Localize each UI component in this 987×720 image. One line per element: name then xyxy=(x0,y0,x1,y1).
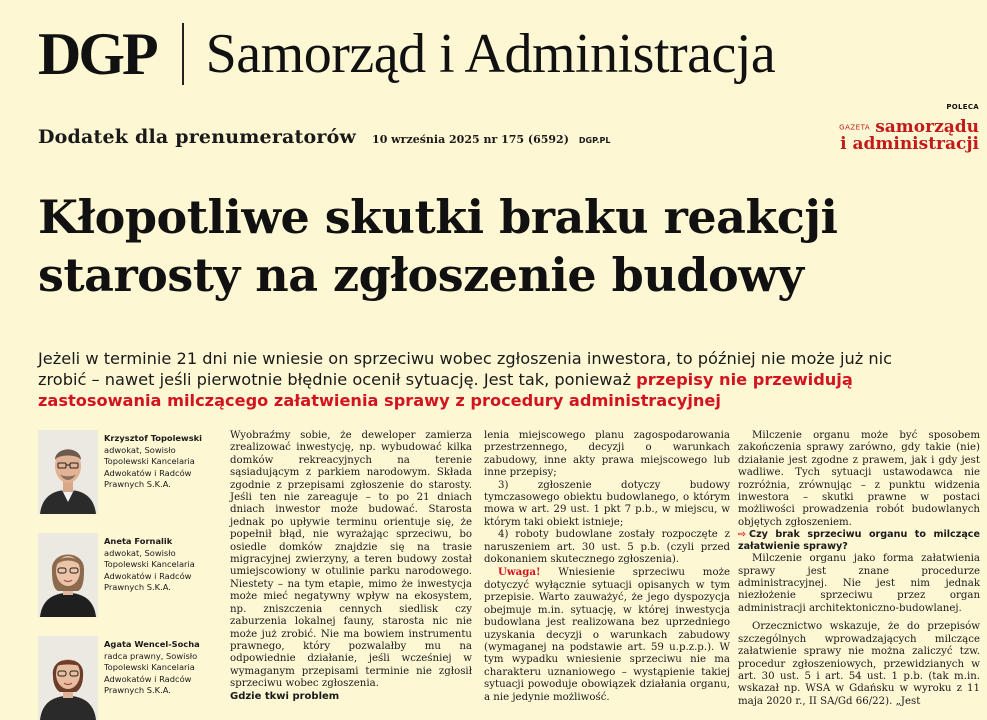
lead-text: Jeżeli w terminie 21 dni nie wniesie on sprzeciwu wobec zgłoszenia inwestora, to później nie może już nic zrobić – nawet jeśli pierwotnie błędnie ocenił sytuację. Jest tak, ponieważ xyxy=(38,349,893,389)
author-photo xyxy=(38,533,98,617)
body-paragraph: Wyobraźmy sobie, że deweloper zamierza zrealizować inwestycję, np. wybudować kilka domków rekreacyjnych na terenie sąsiadującym z parkiem narodowym. Składa zgodnie z przepisami zgłoszenie do starosty. Jeśli ten nie zareaguje – to po 21 dniach dniach inwestor może budować. Starosta jednak po upływie terminu orientuje się, że popełnił błąd, nie wyrażając sprzeciwu, bo osiedle domków znajdzie się na trasie migracyjnej zwierzyny, a teren budowy został umiejscowiony w otulinie parku narodowego. Niestety – na tym etapie, mimo że inwestycja może mieć negatywny wpływ na ekosystem, np. zniszczenia cennych siedlisk czy zaburzenia lokalnej fauny, starosta nic nie może już zrobić. Nie ma bowiem instrumentu prawnego, który pozwalałby mu na odpowiednie działanie, jeśli wcześniej w wymaganym przepisami terminie nie zgłosił sprzeciwu wobec zgłoszenia. xyxy=(230,430,472,690)
body-paragraph: Milczenie organu jako forma załatwienia sprawy jest znane procedurze administracyjnej. Nie jest nim jednak niezłożenie sprzeciwu przez organ administracji architektoniczno-budowlanej. xyxy=(738,553,980,614)
dgp-logo[interactable]: DGP xyxy=(38,21,156,87)
promo-poleca: POLECA xyxy=(946,103,979,111)
article-lead xyxy=(38,348,943,411)
author-card: Agata Wencel-Socha radca prawny, Sowisło Topolewski Kancelaria Adwokatów i Radców Prawnych S.K.A. xyxy=(38,636,218,720)
author-card: Aneta Fornalik adwokat, Sowisło Topolewski Kancelaria Adwokatów i Radców Prawnych S.K.A. xyxy=(38,533,218,633)
masthead-divider xyxy=(182,23,184,85)
body-paragraph: 3) zgłoszenie dotyczy budowy tymczasowego obiektu budowlanego, o którym mowa w art. 29 ust. 1 pkt 7 p.b., w miejscu, w którym taki obiekt istnieje; xyxy=(484,479,730,528)
author-photo xyxy=(38,430,98,514)
author-name: Aneta Fornalik xyxy=(104,536,173,546)
lead-highlight: przepisy nie przewidują zastosowania milczącego załatwienia sprawy z procedury administracyjnej xyxy=(38,370,853,410)
author-card: Krzysztof Topolewski adwokat, Sowisło Topolewski Kancelaria Adwokatów i Radców Prawnych S.K.A. xyxy=(38,430,218,530)
author-list xyxy=(38,430,218,720)
article-column-1 xyxy=(230,430,472,703)
supplement-label: Dodatek dla prenumeratorów xyxy=(38,126,357,148)
promo-word1: samorządu xyxy=(875,117,979,137)
author-photo xyxy=(38,636,98,720)
promo-word2: i administracji xyxy=(840,134,979,154)
issue-date: 10 września 2025 nr 175 (6592) xyxy=(372,133,569,146)
author-name: Agata Wencel-Socha xyxy=(104,639,200,649)
article-headline xyxy=(38,188,938,304)
body-paragraph: Uwaga! Wniesienie sprzeciwu może dotyczyć wyłącznie sytuacji opisanych w tym przepisie. Warto zauważyć, że jego dyspozycja obejmuje m.in. sytuację, w której inwestycja budowlana jest realizowana bez uprzedniego uzyskania decyzji o warunkach zabudowy (wymaganej na podstawie art. 59 u.p.z.p.). W tym wypadku wniesienie sprzeciwu nie ma charakteru uznaniowego – wystąpienie takiej sytuacji powoduje obowiązek działania organu, a nie jedynie możliwość. xyxy=(484,566,730,703)
issue-line xyxy=(38,126,611,156)
body-paragraph: lenia miejscowego planu zagospodarowania przestrzennego, decyzji o warunkach zabudowy, inne akty prawa miejscowego lub inne przepisy; xyxy=(484,430,730,479)
site-link[interactable]: DGP.PL xyxy=(578,136,611,145)
masthead xyxy=(38,14,978,94)
body-paragraph: Milczenie organu może być sposobem zakończenia sprawy zarówno, gdy takie (nie) działanie jest zgodne z prawem, jak i gdy jest wadliwe. Tych sytuacji ustawodawca nie rozróżnia, zrównując – z punktu widzenia inwestora – skutki prawne w postaci możliwości prowadzenia robót budowlanych objętych zgłoszeniem. xyxy=(738,430,980,528)
article-column-3 xyxy=(738,430,980,708)
section-heading: Gdzie tkwi problem xyxy=(230,690,340,702)
body-paragraph: 4) roboty budowlane zostały rozpoczęte z naruszeniem art. 30 ust. 5 p.b. (czyli przed dokonaniem skutecznego zgłoszenia). xyxy=(484,529,730,566)
promo-box[interactable] xyxy=(809,103,979,153)
warning-label: Uwaga! xyxy=(498,566,541,579)
article-column-2 xyxy=(484,430,730,704)
body-paragraph: Orzecznictwo wskazuje, że do przepisów szczególnych wprowadzających milczące załatwienie sprawy nie można zaliczyć tzw. procedur zgłoszeniowych, przewidzianych w art. 30 ust. 5 i art. 54 ust. 1 p.b. (tak m.in. wskazał np. WSA w Gdańsku w wyroku z 11 maja 2020 r., II SA/Gd 66/22). „Jest xyxy=(738,621,980,707)
section-title: Samorząd i Administracja xyxy=(205,23,776,85)
author-name: Krzysztof Topolewski xyxy=(104,433,203,443)
promo-gazeta: GAZETA xyxy=(839,123,871,132)
headline-line2: starosty na zgłoszenie budowy xyxy=(38,248,804,302)
subheading: ⇨ Czy brak sprzeciwu organu to milczące załatwienie sprawy? xyxy=(738,529,980,553)
arrow-right-icon: ⇨ xyxy=(738,529,747,541)
headline-line1: Kłopotliwe skutki braku reakcji xyxy=(38,190,838,244)
